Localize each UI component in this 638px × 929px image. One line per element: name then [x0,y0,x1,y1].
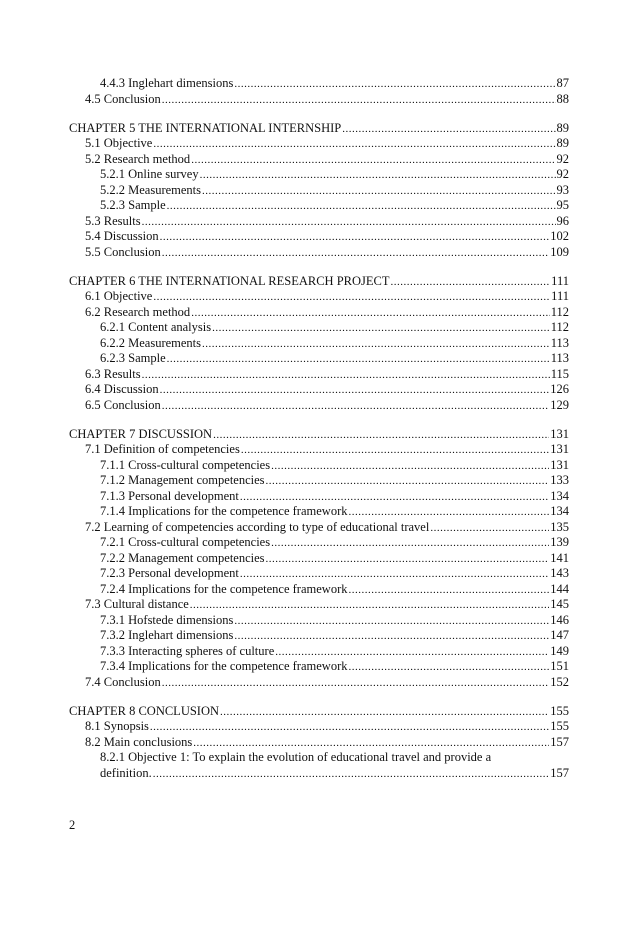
dot-leader [240,567,549,583]
dot-leader [391,275,551,291]
toc-page-number: 113 [550,351,569,365]
toc-entry-label: 7.3.2 Inglehart dimensions [100,628,234,642]
toc-entry-label: 7.1.4 Implications for the competence framework [100,504,348,518]
toc-entry[interactable] [69,675,569,691]
toc-entry-label: 5.5 Conclusion [85,244,161,259]
toc-page-number: 151 [550,659,569,673]
toc-entry[interactable] [69,245,569,261]
dot-leader [162,246,550,262]
toc-entry-label: 7.1.2 Management competencies [100,473,265,487]
toc-entry[interactable] [69,766,569,782]
toc-chapter-entry[interactable] [69,121,569,137]
toc-entry-label: 7.2 Learning of competencies according to type of educational travel [85,519,430,534]
dot-leader [193,736,549,752]
dot-leader [167,199,556,215]
toc-page-number: 145 [550,597,569,611]
toc-page-number: 115 [550,366,569,381]
toc-entry[interactable] [69,76,569,92]
toc-entry-label: CHAPTER 5 THE INTERNATIONAL INTERNSHIP [69,120,342,135]
toc-entry-label: 7.2.2 Management competencies [100,550,265,565]
dot-leader [430,521,549,537]
section-gap [69,107,569,121]
dot-leader [234,614,549,630]
toc-entry-label: 7.1.3 Personal development [100,488,239,503]
toc-page-number: 131 [550,457,569,472]
dot-leader [234,629,549,645]
dot-leader [266,474,550,490]
toc-entry-label: 6.2.2 Measurements [100,335,202,350]
toc-entry-label: 5.2.1 Online survey [100,167,199,181]
toc-entry-label: 7.1.1 Cross-cultural competencies [100,457,271,472]
toc-page-number: 126 [550,382,569,396]
toc-page-number: 144 [550,581,569,596]
section-gap [69,690,569,704]
toc-entry[interactable] [69,336,569,352]
toc-page-number: 157 [550,734,569,749]
dot-leader [150,720,549,736]
dot-leader [162,676,550,692]
dot-leader [167,352,550,368]
toc-page-number: 157 [550,765,569,780]
toc-page-number: 155 [550,703,569,718]
toc-entry[interactable] [69,367,569,383]
dot-leader [213,428,549,444]
dot-leader [202,337,550,353]
toc-page-number: 89 [556,120,569,135]
toc-entry-label-line: 8.2.1 Objective 1: To explain the evolution of educational travel and provide a [100,750,492,764]
dot-leader [162,399,550,415]
dot-leader [266,552,550,568]
toc-entry-label: CHAPTER 6 THE INTERNATIONAL RESEARCH PROJECT [69,273,390,288]
toc-chapter-entry[interactable] [69,274,569,290]
toc-entry-label: 6.2 Research method [85,304,191,319]
toc-entry[interactable] [69,351,569,367]
toc-entry[interactable] [69,289,569,305]
toc-entry[interactable] [69,167,569,183]
toc-entry-label: 7.2.3 Personal development [100,566,239,580]
toc-page-number: 141 [550,550,569,565]
toc-entry-label: 7.3 Cultural distance [85,597,189,611]
toc-entry[interactable] [69,628,569,644]
toc-entry-label: 5.2 Research method [85,151,191,166]
toc-entry-label: 7.1 Definition of competencies [85,442,240,456]
toc-entry[interactable] [69,183,569,199]
dot-leader [234,77,555,93]
toc-entry[interactable] [69,198,569,214]
toc-entry[interactable] [69,566,569,582]
dot-leader [162,93,556,109]
toc-entry[interactable] [69,305,569,321]
toc-entry[interactable] [69,535,569,551]
toc-entry[interactable] [69,136,569,152]
toc-page-number: 129 [550,397,569,412]
toc-entry[interactable] [69,152,569,168]
toc-entry-label: 7.3.3 Interacting spheres of culture [100,643,275,658]
toc-page-number: 133 [550,473,569,487]
toc-entry-label: 4.4.3 Inglehart dimensions [100,76,234,90]
toc-entry-label: 6.2.1 Content analysis [100,320,212,334]
toc-entry[interactable] [69,92,569,108]
toc-entry-label: 7.2.4 Implications for the competence framework [100,581,348,596]
toc-entry-label: 4.5 Conclusion [85,91,161,106]
toc-chapter-entry[interactable] [69,427,569,443]
toc-chapter-entry[interactable] [69,704,569,720]
dot-leader [212,321,550,337]
dot-leader [142,215,556,231]
page-number: 2 [69,818,76,832]
toc-page-number: 131 [550,442,569,456]
toc-entry[interactable] [69,659,569,675]
dot-leader [271,459,549,475]
toc-entry-label: 6.1 Objective [85,289,153,303]
toc-entry[interactable] [69,597,569,613]
toc-entry[interactable] [69,229,569,245]
toc-entry-label: CHAPTER 7 DISCUSSION [69,426,213,441]
dot-leader [348,583,549,599]
toc-page-number: 139 [550,535,569,549]
toc-entry[interactable] [69,398,569,414]
toc-page-number: 146 [550,612,569,627]
toc-page-number: 93 [556,182,569,197]
dot-leader [153,290,550,306]
toc-page-number: 131 [550,426,569,441]
dot-leader [190,598,549,614]
dot-leader [241,443,549,459]
toc-entry[interactable] [69,504,569,520]
section-gap [69,413,569,427]
dot-leader [240,490,549,506]
toc-entry[interactable] [69,214,569,230]
toc-page-number: 96 [556,213,569,228]
toc-entry-label: 7.4 Conclusion [85,674,161,689]
toc-entry-label: 5.4 Discussion [85,229,159,243]
toc-entry-label: 8.2 Main conclusions [85,734,193,749]
toc-page-number: 149 [550,643,569,658]
toc-entry[interactable] [69,473,569,489]
toc-entry-label: CHAPTER 8 CONCLUSION [69,703,220,718]
toc-entry[interactable] [69,613,569,629]
toc-page-number: 112 [550,320,569,334]
toc-page-number: 143 [550,566,569,580]
toc-entry[interactable] [69,520,569,536]
toc-entry[interactable] [69,735,569,751]
toc-entry[interactable] [69,458,569,474]
toc-page-number: 102 [550,229,569,243]
toc-entry-label: 7.3.1 Hofstede dimensions [100,612,234,627]
dot-leader [202,184,555,200]
toc-entry-label: definition. [100,765,152,780]
toc-entry[interactable] [69,551,569,567]
toc-entry-label: 5.1 Objective [85,136,153,150]
toc-entry[interactable] [69,719,569,735]
toc-entry-label: 6.5 Conclusion [85,397,161,412]
toc-entry-label: 6.3 Results [85,366,141,381]
dot-leader [348,660,549,676]
toc-entry-label: 8.1 Synopsis [85,719,149,733]
toc-entry[interactable] [69,489,569,505]
toc-page-number: 147 [550,628,569,642]
dot-leader [348,505,549,521]
section-gap [69,260,569,274]
toc-entry-label: 7.3.4 Implications for the competence framework [100,659,348,673]
dot-leader [191,306,550,322]
toc-page-number: 112 [550,304,569,319]
toc-page-number: 92 [556,151,569,166]
toc-page-number: 109 [550,244,569,259]
toc-page-number: 111 [551,273,569,288]
toc-page-number: 89 [556,136,569,150]
dot-leader [220,705,549,721]
toc-page-number: 134 [550,488,569,503]
toc-page-number: 113 [550,335,569,350]
dot-leader [153,767,550,783]
toc-page-number: 87 [556,76,569,90]
dot-leader [271,536,549,552]
toc-entry[interactable] [69,582,569,598]
dot-leader [200,168,556,184]
toc-page-number: 152 [550,674,569,689]
dot-leader [160,230,550,246]
dot-leader [142,368,550,384]
toc-entry-label: 7.2.1 Cross-cultural competencies [100,535,271,549]
dot-leader [191,153,555,169]
table-of-contents [69,76,569,781]
toc-page-number: 134 [550,504,569,518]
toc-entry[interactable] [69,644,569,660]
toc-page-number: 135 [550,519,569,534]
toc-page-number: 155 [550,719,569,733]
toc-entry[interactable] [69,382,569,398]
toc-entry-label: 5.2.3 Sample [100,198,166,212]
toc-entry[interactable] [69,442,569,458]
toc-page-number: 111 [551,289,569,303]
toc-entry-label: 5.2.2 Measurements [100,182,202,197]
dot-leader [342,122,555,138]
dot-leader [160,383,550,399]
toc-page-number: 88 [556,91,569,106]
toc-entry-label: 6.4 Discussion [85,382,159,396]
toc-entry-label: 6.2.3 Sample [100,351,166,365]
dot-leader [275,645,549,661]
toc-page-number: 92 [556,167,569,181]
toc-page-number: 95 [556,198,569,212]
toc-entry-label: 5.3 Results [85,213,141,228]
toc-entry[interactable] [69,320,569,336]
dot-leader [153,137,555,153]
